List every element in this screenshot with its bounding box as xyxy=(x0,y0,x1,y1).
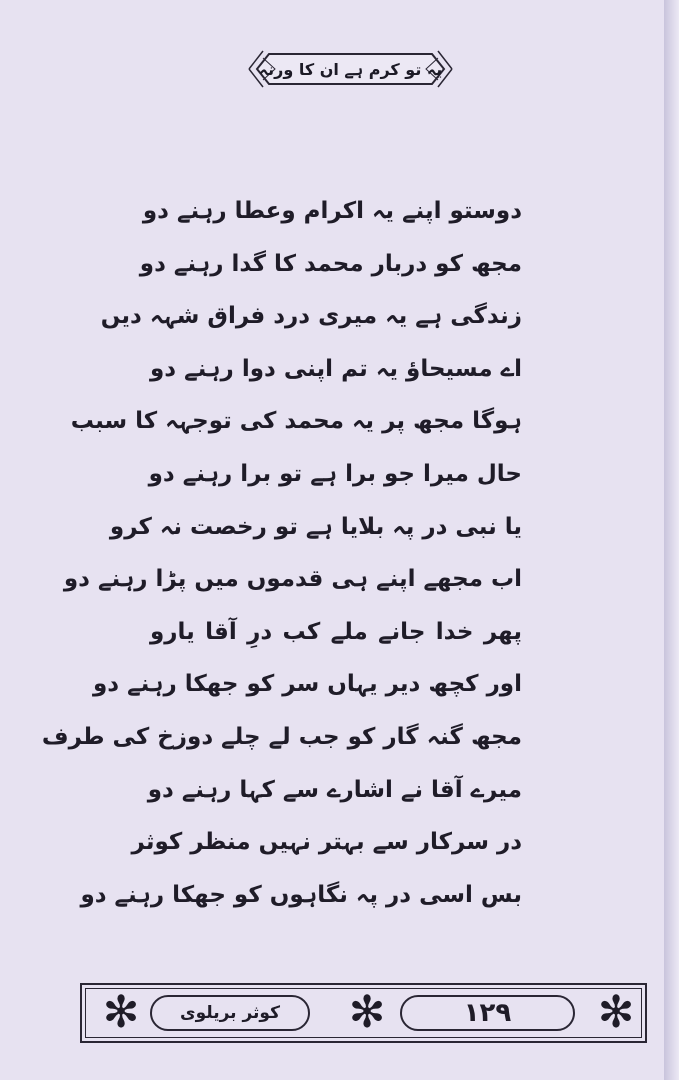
verse-line: پھر خدا جانے ملے کب درِ آقا یارو xyxy=(150,618,522,645)
flower-ornament-icon: ✻ xyxy=(597,987,635,1038)
verse-line: دوستو اپنے یہ اکرام وعطا رہنے دو xyxy=(142,198,522,224)
flower-ornament-icon: ✻ xyxy=(348,987,386,1038)
verse-line: بس اسی در پہ نگاہوں کو جھکا رہنے دو xyxy=(80,881,522,908)
verse-line: مجھ کو دربار محمد کا گدا رہنے دو xyxy=(139,250,522,277)
verse-line: زندگی ہے یہ میری درد فراق شہہ دیں xyxy=(100,303,522,330)
author-name: کوثر بریلوی xyxy=(150,995,310,1031)
verse-line: اب مجھے اپنے ہی قدموں میں پڑا رہنے دو xyxy=(63,566,522,593)
page-footer xyxy=(80,983,647,1043)
verse-line: ہوگا مجھ پر یہ محمد کی توجہہ کا سبب xyxy=(70,408,522,435)
page-edge xyxy=(664,0,679,1080)
verse-line: مجھ گنہ گار کو جب لے چلے دوزخ کی طرف xyxy=(41,723,522,750)
page-number: ۱۲۹ xyxy=(400,995,575,1031)
poem xyxy=(41,185,522,921)
verse-line: اے مسیحاؤ یہ تم اپنی دوا رہنے دو xyxy=(150,355,522,382)
header-banner xyxy=(247,48,454,90)
verse-line: در سرکار سے بہتر نہیں منظر کوثر xyxy=(131,829,522,856)
verse-line: میرے آقا نے اشارے سے کہا رہنے دو xyxy=(147,776,522,803)
verse-line: یا نبی در پہ بلایا ہے تو رخصت نہ کرو xyxy=(109,513,522,540)
chapter-title: یہ تو کرم ہے ان کا ورنہ xyxy=(258,59,443,79)
verse-line: حال میرا جو برا ہے تو برا رہنے دو xyxy=(148,460,522,487)
verse-line: اور کچھ دیر یہاں سر کو جھکا رہنے دو xyxy=(93,671,522,698)
flower-ornament-icon: ✻ xyxy=(102,987,140,1038)
